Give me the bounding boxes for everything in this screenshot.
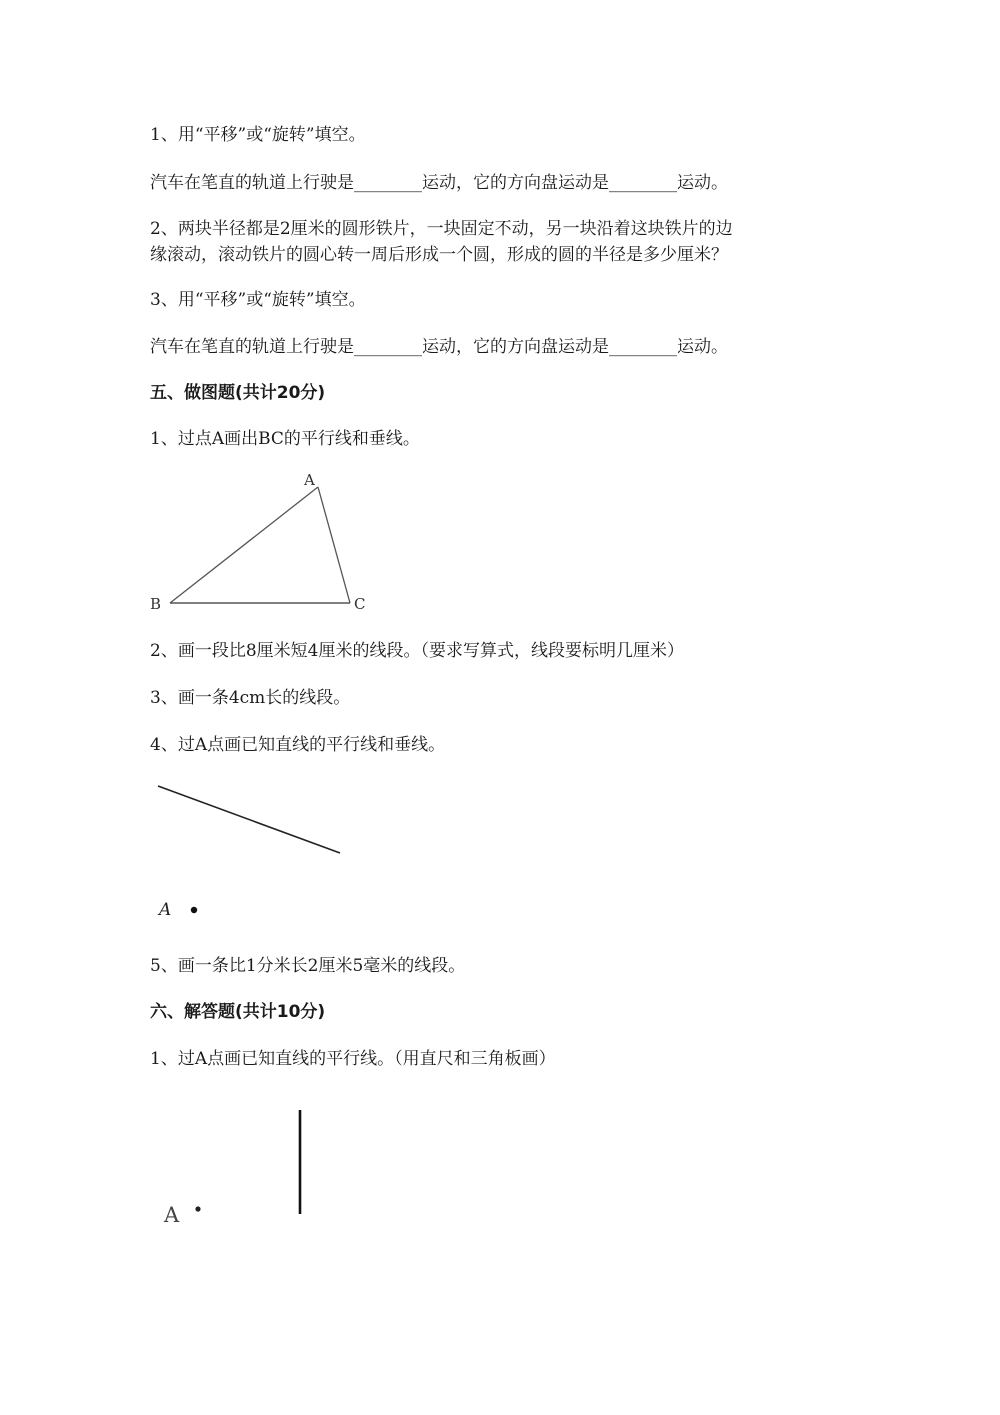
- s5-q5: 5、画一条比1分米长2厘米5毫米的线段。: [150, 956, 466, 976]
- vertex-label-a: A: [304, 471, 315, 489]
- triangle-side-ac: [318, 487, 350, 603]
- section6-heading: 六、解答题(共计10分): [150, 1002, 326, 1022]
- s5-q1: 1、过点A画出BC的平行线和垂线。: [150, 429, 420, 449]
- s5-q3: 3、画一条4cm长的线段。: [150, 688, 351, 708]
- s5-q4: 4、过A点画已知直线的平行线和垂线。: [150, 735, 446, 755]
- vertical-line-figure: [155, 1100, 325, 1230]
- s4-q1-title: 1、用“平移”或“旋转”填空。: [150, 125, 366, 145]
- triangle-side-ab: [170, 487, 318, 603]
- s4-q2-line2: 缘滚动，滚动铁片的圆心转一周后形成一个圆，形成的圆的半径是多少厘米？: [150, 245, 728, 265]
- point-label-a: A: [164, 1203, 180, 1227]
- vertex-label-b: B: [150, 595, 162, 613]
- s5-q2: 2、画一段比8厘米短4厘米的线段。（要求写算式，线段要标明几厘米）: [150, 641, 684, 661]
- point-a-dot: [195, 1206, 200, 1211]
- given-line: [158, 786, 340, 853]
- s4-q1-body: 汽车在笔直的轨道上行驶是________运动，它的方向盘运动是________运动。: [150, 173, 728, 193]
- triangle-figure: [140, 465, 380, 620]
- s4-q3-body: 汽车在笔直的轨道上行驶是________运动，它的方向盘运动是________运动。: [150, 337, 728, 357]
- section5-heading: 五、做图题(共计20分): [150, 383, 326, 403]
- line-and-point-figure: [150, 775, 360, 925]
- s4-q2-line1: 2、两块半径都是2厘米的圆形铁片，一块固定不动，另一块沿着这块铁片的边: [150, 219, 733, 239]
- vertex-label-c: C: [354, 595, 366, 613]
- point-label-a: A: [159, 900, 172, 920]
- point-a-dot: [191, 907, 197, 913]
- s4-q3-title: 3、用“平移”或“旋转”填空。: [150, 290, 366, 310]
- s6-q1: 1、过A点画已知直线的平行线。（用直尺和三角板画）: [150, 1049, 556, 1069]
